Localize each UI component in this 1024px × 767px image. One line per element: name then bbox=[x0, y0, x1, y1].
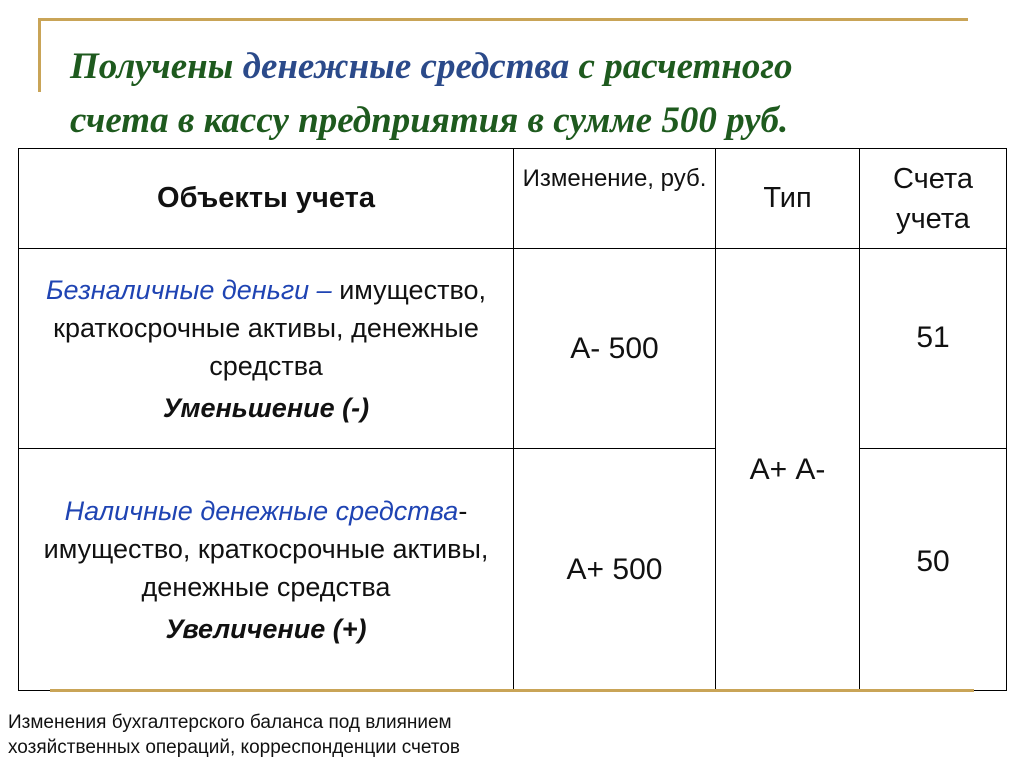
object-cell bbox=[19, 449, 514, 691]
decorative-left-rule bbox=[38, 18, 41, 92]
account-cell: 50 bbox=[860, 449, 1007, 691]
header-accounts: Счета учета bbox=[860, 149, 1007, 249]
table-row bbox=[19, 249, 1007, 449]
table-header-row bbox=[19, 149, 1007, 249]
title-line-2: счета в кассу предприятия в сумме 500 руб. bbox=[70, 100, 789, 141]
object-description: - имущество, краткосрочные активы, денежные средства bbox=[43, 495, 489, 602]
decorative-bottom-rule bbox=[50, 689, 974, 692]
footer-caption bbox=[8, 710, 708, 760]
change-cell: А- 500 bbox=[514, 249, 716, 449]
object-effect: Увеличение (+) bbox=[165, 613, 367, 644]
object-effect: Уменьшение (-) bbox=[162, 392, 370, 423]
header-type: Тип bbox=[716, 149, 860, 249]
object-cell bbox=[19, 249, 514, 449]
decorative-top-rule bbox=[38, 18, 968, 21]
footer-line-2: хозяйственных операций, корреспонденции счетов bbox=[8, 737, 460, 758]
title-highlight: денежные средства bbox=[242, 46, 570, 87]
header-objects: Объекты учета bbox=[19, 149, 514, 249]
title-line-1: Получены денежные средства с расчетного bbox=[70, 46, 793, 87]
object-highlight: Наличные денежные средства bbox=[64, 495, 459, 526]
account-cell: 51 bbox=[860, 249, 1007, 449]
slide-title bbox=[70, 40, 970, 148]
object-highlight: Безналичные деньги – bbox=[45, 274, 332, 305]
header-change: Изменение, руб. bbox=[514, 149, 716, 249]
change-cell: А+ 500 bbox=[514, 449, 716, 691]
type-cell: А+ А- bbox=[716, 249, 860, 691]
footer-line-1: Изменения бухгалтерского баланса под влиянием bbox=[8, 712, 452, 733]
accounting-table bbox=[18, 148, 1007, 691]
object-description: имущество, краткосрочные активы, денежные средства bbox=[53, 274, 487, 381]
